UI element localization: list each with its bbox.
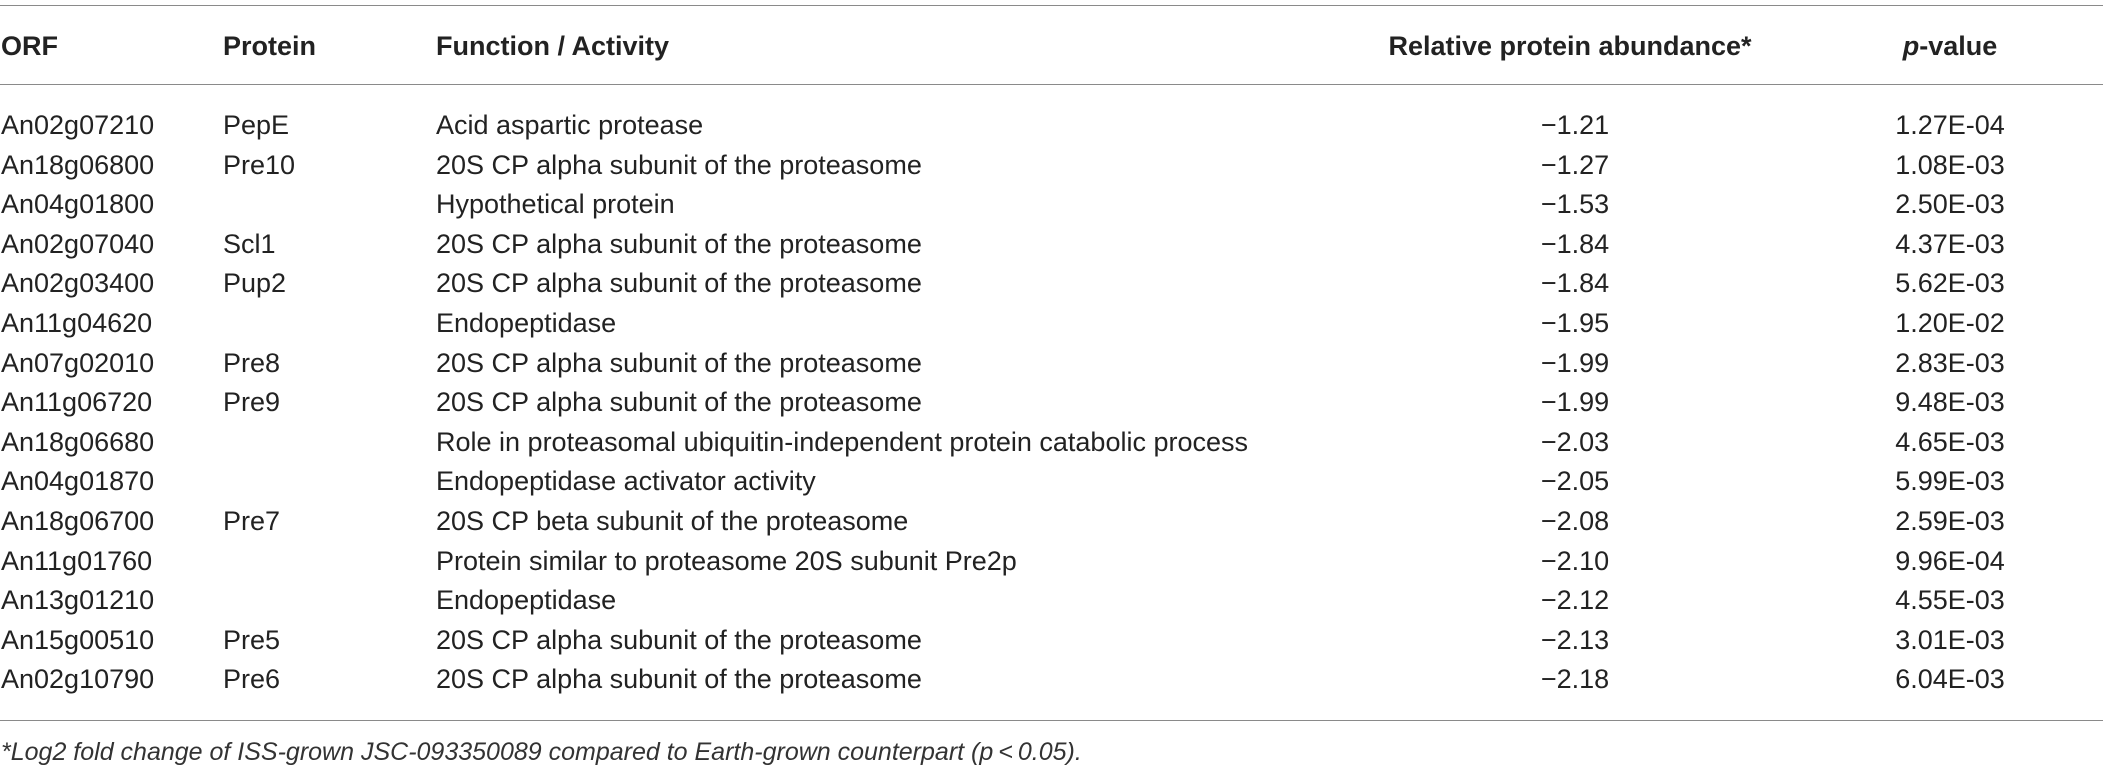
table-row: [0, 659, 2103, 699]
cell-function: Endopeptidase activator activity: [436, 466, 816, 497]
cell-orf: An02g10790: [1, 664, 155, 695]
cell-p-value: 5.99E-03: [1895, 466, 2005, 497]
cell-abundance: −1.84: [1540, 268, 1610, 299]
table-footnote: *Log2 fold change of ISS-grown JSC-093350089 compared to Earth-grown counterpart (p < 0.05).: [1, 738, 1082, 766]
table-row: [0, 224, 2103, 264]
cell-abundance: −1.53: [1540, 189, 1610, 220]
cell-orf: An13g01210: [1, 585, 155, 616]
cell-protein: Pre7: [223, 505, 281, 536]
cell-function: 20S CP alpha subunit of the proteasome: [436, 387, 922, 418]
cell-function: 20S CP beta subunit of the proteasome: [436, 505, 909, 536]
header-p-value-rest: -value: [1919, 31, 1998, 61]
cell-p-value: 5.62E-03: [1895, 268, 2005, 299]
cell-function: Endopeptidase: [436, 307, 617, 338]
cell-protein: PepE: [223, 110, 290, 140]
cell-protein: Pre5: [223, 624, 281, 655]
cell-function: 20S CP alpha subunit of the proteasome: [436, 664, 922, 695]
header-function-activity: Function / Activity: [436, 31, 670, 61]
cell-orf: An04g01800: [1, 189, 155, 220]
table-row: [0, 541, 2103, 581]
cell-p-value: 6.04E-03: [1895, 664, 2005, 695]
table-row: [0, 501, 2103, 541]
cell-p-value: 4.65E-03: [1895, 426, 2005, 457]
cell-abundance: −2.12: [1540, 585, 1610, 616]
header-p-value: [1850, 22, 2050, 70]
cell-orf: An18g06700: [1, 505, 155, 536]
cell-p-value: 2.83E-03: [1895, 347, 2005, 378]
cell-function: Endopeptidase: [436, 585, 617, 616]
cell-protein: Pup2: [223, 268, 287, 299]
cell-abundance: −1.27: [1540, 149, 1610, 180]
table-top-rule: [0, 5, 2103, 6]
header-relative-abundance: Relative protein abundance*: [1388, 31, 1752, 61]
cell-orf: An18g06680: [1, 426, 155, 457]
cell-orf: An11g04620: [1, 307, 153, 338]
table-row: [0, 263, 2103, 303]
table-row: [0, 461, 2103, 501]
header-protein: Protein: [223, 31, 317, 61]
cell-abundance: −1.99: [1540, 347, 1610, 378]
cell-abundance: −2.10: [1540, 545, 1610, 576]
cell-p-value: 9.96E-04: [1895, 545, 2005, 576]
table-row: [0, 184, 2103, 224]
cell-function: Protein similar to proteasome 20S subunit Pre2p: [436, 545, 1017, 576]
cell-function: 20S CP alpha subunit of the proteasome: [436, 228, 922, 259]
cell-orf: An04g01870: [1, 466, 155, 497]
cell-protein: Pre10: [223, 149, 296, 180]
cell-p-value: 9.48E-03: [1895, 387, 2005, 418]
cell-abundance: −1.95: [1540, 307, 1610, 338]
table-body: [0, 105, 2103, 699]
cell-p-value: 1.20E-02: [1895, 307, 2005, 338]
cell-p-value: 2.59E-03: [1895, 505, 2005, 536]
header-p-value-italic: p: [1902, 31, 1920, 61]
cell-function: 20S CP alpha subunit of the proteasome: [436, 624, 922, 655]
cell-abundance: −2.03: [1540, 426, 1610, 457]
cell-p-value: 4.37E-03: [1895, 228, 2005, 259]
cell-function: Acid aspartic protease: [436, 110, 704, 140]
table-row: [0, 303, 2103, 343]
table-row: [0, 580, 2103, 620]
table-row: [0, 382, 2103, 422]
cell-function: 20S CP alpha subunit of the proteasome: [436, 149, 922, 180]
table-row: [0, 422, 2103, 462]
cell-function: 20S CP alpha subunit of the proteasome: [436, 268, 922, 299]
cell-function: 20S CP alpha subunit of the proteasome: [436, 347, 922, 378]
cell-orf: An15g00510: [1, 624, 155, 655]
table-row: [0, 620, 2103, 660]
cell-abundance: −1.99: [1540, 387, 1610, 418]
cell-orf: An07g02010: [1, 347, 155, 378]
cell-p-value: 2.50E-03: [1895, 189, 2005, 220]
cell-p-value: 4.55E-03: [1895, 585, 2005, 616]
cell-function: Role in proteasomal ubiquitin-independent protein catabolic process: [436, 426, 1249, 457]
cell-orf: An02g03400: [1, 268, 155, 299]
cell-abundance: −2.13: [1540, 624, 1610, 655]
table-header-rule: [0, 84, 2103, 85]
cell-orf: An18g06800: [1, 149, 155, 180]
cell-protein: Pre8: [223, 347, 281, 378]
cell-p-value: 1.08E-03: [1895, 149, 2005, 180]
cell-abundance: −2.08: [1540, 505, 1610, 536]
table-row: [0, 343, 2103, 383]
table-row: [0, 145, 2103, 185]
table-row: [0, 105, 2103, 145]
cell-orf: An11g01760: [1, 545, 153, 576]
header-orf: ORF: [1, 31, 58, 61]
cell-protein: Pre6: [223, 664, 281, 695]
cell-abundance: −2.18: [1540, 664, 1610, 695]
table-bottom-rule: [0, 720, 2103, 721]
cell-protein: Pre9: [223, 387, 281, 418]
cell-abundance: −1.21: [1540, 110, 1610, 140]
cell-p-value: 3.01E-03: [1895, 624, 2005, 655]
cell-orf: An02g07210: [1, 110, 155, 140]
cell-abundance: −1.84: [1540, 228, 1610, 259]
cell-protein: Scl1: [223, 228, 276, 259]
cell-p-value: 1.27E-04: [1895, 110, 2005, 140]
cell-orf: An02g07040: [1, 228, 155, 259]
cell-abundance: −2.05: [1540, 466, 1610, 497]
cell-function: Hypothetical protein: [436, 189, 675, 220]
table-header-row: [0, 22, 2103, 70]
cell-orf: An11g06720: [1, 387, 153, 418]
